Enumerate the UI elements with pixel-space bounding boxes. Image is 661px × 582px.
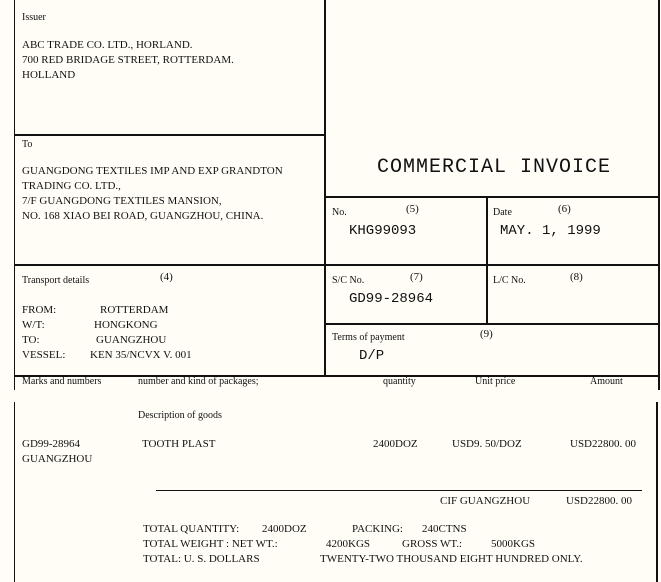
summary-total-words: TWENTY-TWO THOUSAND EIGHT HUNDRED ONLY. <box>320 553 583 565</box>
header-amount: Amount <box>590 376 623 387</box>
to-label: To <box>22 139 33 150</box>
header-marks: Marks and numbers <box>22 376 102 387</box>
invoice-number: KHG99093 <box>349 223 417 239</box>
item-name: TOOTH PLAST <box>142 438 216 450</box>
issuer-label: Issuer <box>22 12 46 23</box>
to-line-2: TRADING CO. LTD., <box>22 180 121 192</box>
divider-to <box>14 134 324 136</box>
page-border-left <box>14 0 15 582</box>
item-amount: USD22800. 00 <box>570 438 637 450</box>
page-gap <box>0 390 661 402</box>
divider-terms <box>324 323 658 325</box>
transport-wt-key: W/T: <box>22 319 45 331</box>
divider-headers <box>14 375 658 377</box>
total-term: CIF GUANGZHOU <box>440 495 531 507</box>
to-line-1: GUANGDONG TEXTILES IMP AND EXP GRANDTON <box>22 165 283 177</box>
date-ref: (6) <box>558 203 571 215</box>
transport-vessel-value: KEN 35/NCVX V. 001 <box>90 349 192 361</box>
page-border-right-lower <box>656 402 658 582</box>
summary-weight-label: TOTAL WEIGHT : NET WT.: <box>143 538 278 550</box>
transport-from-key: FROM: <box>22 304 57 316</box>
document-title: COMMERCIAL INVOICE <box>377 156 612 179</box>
terms-ref: (9) <box>480 328 493 340</box>
terms-label: Terms of payment <box>332 332 405 343</box>
transport-vessel-key: VESSEL: <box>22 349 66 361</box>
summary-packing-label: PACKING: <box>352 523 403 535</box>
transport-to-key: TO: <box>22 334 40 346</box>
sc-label: S/C No. <box>332 275 365 286</box>
summary-quantity-label: TOTAL QUANTITY: <box>143 523 240 535</box>
item-unit-price: USD9. 50/DOZ <box>452 438 522 450</box>
marks-line-2: GUANGZHOU <box>22 453 93 465</box>
transport-to-value: GUANGZHOU <box>96 334 167 346</box>
transport-from-value: ROTTERDAM <box>100 304 169 316</box>
summary-total-label: TOTAL: U. S. DOLLARS <box>143 553 260 565</box>
summary-packing: 240CTNS <box>422 523 467 535</box>
summary-net: 4200KGS <box>326 538 371 550</box>
transport-ref: (4) <box>160 271 173 283</box>
issuer-line-3: HOLLAND <box>22 69 76 81</box>
header-quantity: quantity <box>383 376 416 387</box>
lc-label: L/C No. <box>493 275 526 286</box>
lc-ref: (8) <box>570 271 583 283</box>
sc-number: GD99-28964 <box>349 291 434 307</box>
header-packages: number and kind of packages; <box>138 376 259 387</box>
date-label: Date <box>493 207 512 218</box>
sc-ref: (7) <box>410 271 423 283</box>
transport-label: Transport details <box>22 275 90 286</box>
transport-wt-value: HONGKONG <box>94 319 158 331</box>
summary-gross: 5000KGS <box>491 538 536 550</box>
item-quantity: 2400DOZ <box>373 438 418 450</box>
to-line-3: 7/F GUANGDONG TEXTILES MANSION, <box>22 195 222 207</box>
no-label: No. <box>332 207 347 218</box>
page-border-right <box>658 0 660 400</box>
no-ref: (5) <box>406 203 419 215</box>
issuer-line-1: ABC TRADE CO. LTD., HORLAND. <box>22 39 193 51</box>
divider-total <box>156 490 642 491</box>
issuer-line-2: 700 RED BRIDAGE STREET, ROTTERDAM. <box>22 54 234 66</box>
divider-vertical-main <box>324 0 326 376</box>
marks-line-1: GD99-28964 <box>22 438 81 450</box>
divider-vertical-right <box>486 196 488 324</box>
divider-no-row <box>324 196 658 198</box>
header-unit-price: Unit price <box>475 376 516 387</box>
summary-gross-label: GROSS WT.: <box>402 538 463 550</box>
divider-transport <box>14 264 658 266</box>
to-line-4: NO. 168 XIAO BEI ROAD, GUANGZHOU, CHINA. <box>22 210 264 222</box>
terms-value: D/P <box>359 348 385 364</box>
description-label: Description of goods <box>138 410 222 421</box>
total-amount: USD22800. 00 <box>566 495 633 507</box>
invoice-date: MAY. 1, 1999 <box>500 223 601 239</box>
summary-quantity: 2400DOZ <box>262 523 307 535</box>
